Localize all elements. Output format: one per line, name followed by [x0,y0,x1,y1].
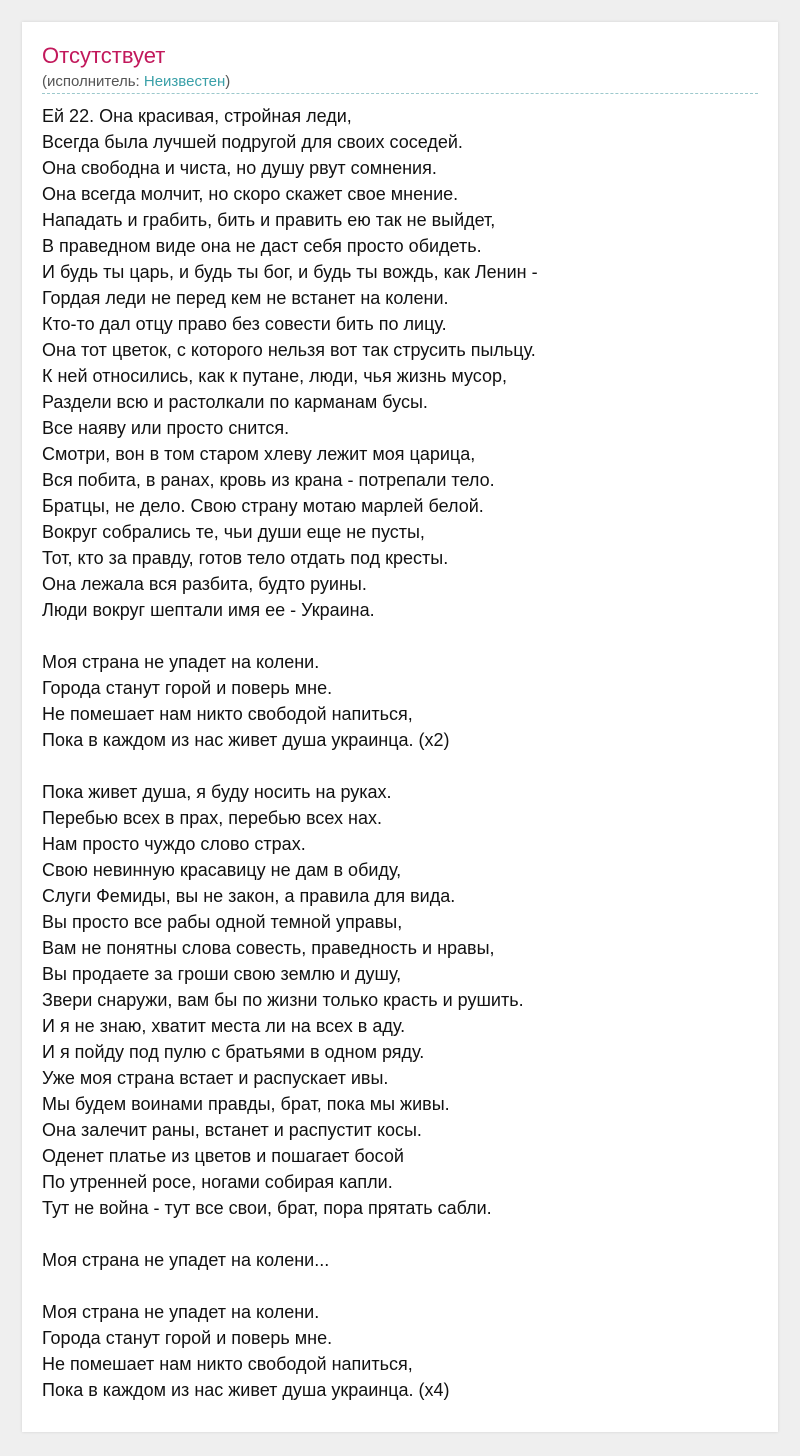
lyrics-line: Братцы, не дело. Свою страну мотаю марлей белой. [42,496,484,516]
lyrics-line: Она тот цветок, с которого нельзя вот так струсить пыльцу. [42,340,536,360]
lyrics-line: Уже моя страна встает и распускает ивы. [42,1068,389,1088]
lyrics-line: Тот, кто за правду, готов тело отдать под кресты. [42,548,449,568]
lyrics-line: И я не знаю, хватит места ли на всех в аду. [42,1016,406,1036]
lyrics-line: По утренней росе, ногами собирая капли. [42,1172,393,1192]
lyrics-line: Города станут горой и поверь мне. [42,1328,333,1348]
lyrics-line: Не помешает нам никто свободой напиться, [42,1354,413,1374]
lyrics-line: Пока в каждом из нас живет душа украинца. (x4) [42,1380,450,1400]
lyrics-line: И будь ты царь, и будь ты бог, и будь ты вождь, как Ленин - [42,262,538,282]
lyrics-stanza [42,1247,758,1273]
lyrics-line: Гордая леди не перед кем не встанет на колени. [42,288,449,308]
lyrics-stanza [42,103,758,623]
lyrics-line: Слуги Фемиды, вы не закон, а правила для вида. [42,886,456,906]
lyrics-line: Звери снаружи, вам бы по жизни только красть и рушить. [42,990,524,1010]
lyrics-line: Все наяву или просто снится. [42,418,290,438]
lyrics-stanza [42,1299,758,1403]
lyrics-line: Вам не понятны слова совесть, праведность и нравы, [42,938,495,958]
lyrics-line: Моя страна не упадет на колени. [42,1302,320,1322]
lyrics-line: Люди вокруг шептали имя ее - Украина. [42,600,375,620]
lyrics-line: Оденет платье из цветов и пошагает босой [42,1146,404,1166]
lyrics-line: Вы продаете за гроши свою землю и душу, [42,964,402,984]
lyrics-line: Тут не война - тут все свои, брат, пора прятать сабли. [42,1198,492,1218]
lyrics-line: Мы будем воинами правды, брат, пока мы живы. [42,1094,450,1114]
lyrics-body [42,103,758,1429]
lyrics-line: Моя страна не упадет на колени. [42,652,320,672]
lyrics-line: Смотри, вон в том старом хлеву лежит моя царица, [42,444,476,464]
title-divider [42,93,758,94]
lyrics-line: В праведном виде она не даст себя просто обидеть. [42,236,482,256]
lyrics-line: Вокруг собрались те, чьи души еще не пусты, [42,522,425,542]
lyrics-line: Она залечит раны, встанет и распустит косы. [42,1120,422,1140]
lyrics-line: Нам просто чуждо слово страх. [42,834,306,854]
song-title: Отсутствует [42,43,166,68]
lyrics-line: Моя страна не упадет на колени... [42,1250,330,1270]
lyrics-line: Не помешает нам никто свободой напиться, [42,704,413,724]
lyrics-line: Пока живет душа, я буду носить на руках. [42,782,392,802]
artist-link[interactable]: Неизвестен [143,73,226,90]
lyrics-line: Вся побита, в ранах, кровь из крана - потрепали тело. [42,470,495,490]
artist-line [42,72,230,92]
lyrics-line: Нападать и грабить, бить и править ею так не выйдет, [42,210,496,230]
lyrics-line: Всегда была лучшей подругой для своих соседей. [42,132,463,152]
lyrics-line: Свою невинную красавицу не дам в обиду, [42,860,402,880]
lyrics-line: Она свободна и чиста, но душу рвут сомнения. [42,158,437,178]
lyrics-stanza [42,779,758,1221]
lyrics-line: Она лежала вся разбита, будто руины. [42,574,367,594]
artist-suffix: ) [225,73,231,90]
lyrics-card [22,22,778,1432]
lyrics-stanza [42,649,758,753]
artist-prefix: (исполнитель: [42,73,144,90]
lyrics-line: Ей 22. Она красивая, стройная леди, [42,106,352,126]
lyrics-line: Кто-то дал отцу право без совести бить по лицу. [42,314,447,334]
lyrics-line: К ней относились, как к путане, люди, чья жизнь мусор, [42,366,508,386]
lyrics-line: Раздели всю и растолкали по карманам бусы. [42,392,428,412]
lyrics-line: И я пойду под пулю с братьями в одном ряду. [42,1042,425,1062]
lyrics-line: Города станут горой и поверь мне. [42,678,333,698]
lyrics-line: Она всегда молчит, но скоро скажет свое мнение. [42,184,459,204]
lyrics-line: Перебью всех в прах, перебью всех нах. [42,808,382,828]
lyrics-line: Пока в каждом из нас живет душа украинца. (x2) [42,730,450,750]
lyrics-line: Вы просто все рабы одной темной управы, [42,912,403,932]
